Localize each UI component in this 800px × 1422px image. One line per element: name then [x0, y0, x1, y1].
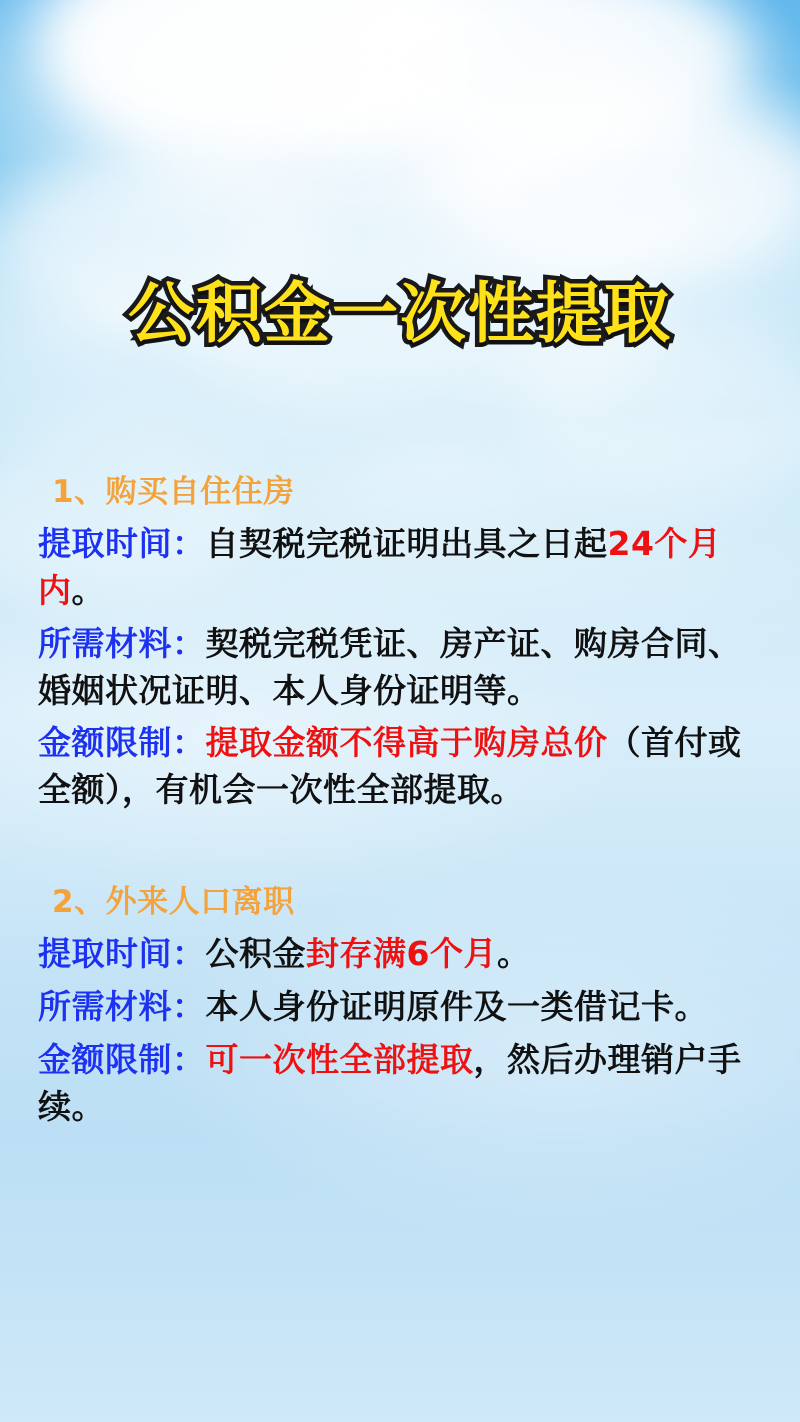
row-label: 所需材料： — [38, 987, 206, 1027]
row-text-part: 契税完税凭证、房产证、购房合同、婚姻状况证明、本人身份证明等。 — [38, 623, 742, 710]
section-heading: 1、购买自住住房 — [52, 474, 295, 510]
row-text-part: 自契税完税证明出具之日起 — [205, 524, 608, 563]
row-label: 提取时间： — [38, 524, 206, 563]
section-purchase-housing — [38, 466, 762, 814]
row-required-materials — [38, 984, 762, 1031]
poster-content — [0, 275, 800, 1131]
row-text-part: （首付或全额），有机会一次性全部提取。 — [38, 723, 742, 810]
page-title-wrapper — [38, 275, 762, 374]
section-nonlocal-resignation — [38, 876, 762, 1130]
section-heading: 2、外来人口离职 — [52, 884, 295, 921]
row-amount-limit — [38, 720, 762, 814]
row-amount-limit — [38, 1037, 762, 1131]
row-text-highlight: 封存满6个月 — [306, 934, 497, 974]
row-text-part: 。 — [71, 570, 105, 610]
row-text-highlight: 24个月内 — [38, 524, 722, 610]
row-label: 金额限制： — [38, 1039, 206, 1079]
row-withdrawal-time — [38, 931, 762, 978]
row-text-highlight: 提取金额不得高于购房总价 — [205, 723, 608, 763]
page-title: 公积金一次性提取 — [128, 275, 672, 352]
row-text-part: 公积金 — [205, 934, 306, 974]
row-label: 提取时间： — [38, 934, 206, 974]
row-text-part: 本人身份证明原件及一类借记卡。 — [205, 987, 708, 1027]
row-text-highlight: 可一次性全部提取 — [205, 1039, 474, 1079]
row-label: 金额限制： — [38, 723, 206, 763]
row-withdrawal-time — [38, 521, 762, 615]
row-label: 所需材料： — [38, 623, 206, 663]
row-text-part: ，然后办理销户手续。 — [38, 1039, 742, 1126]
row-text-part: 。 — [496, 934, 531, 974]
row-required-materials — [38, 621, 762, 715]
